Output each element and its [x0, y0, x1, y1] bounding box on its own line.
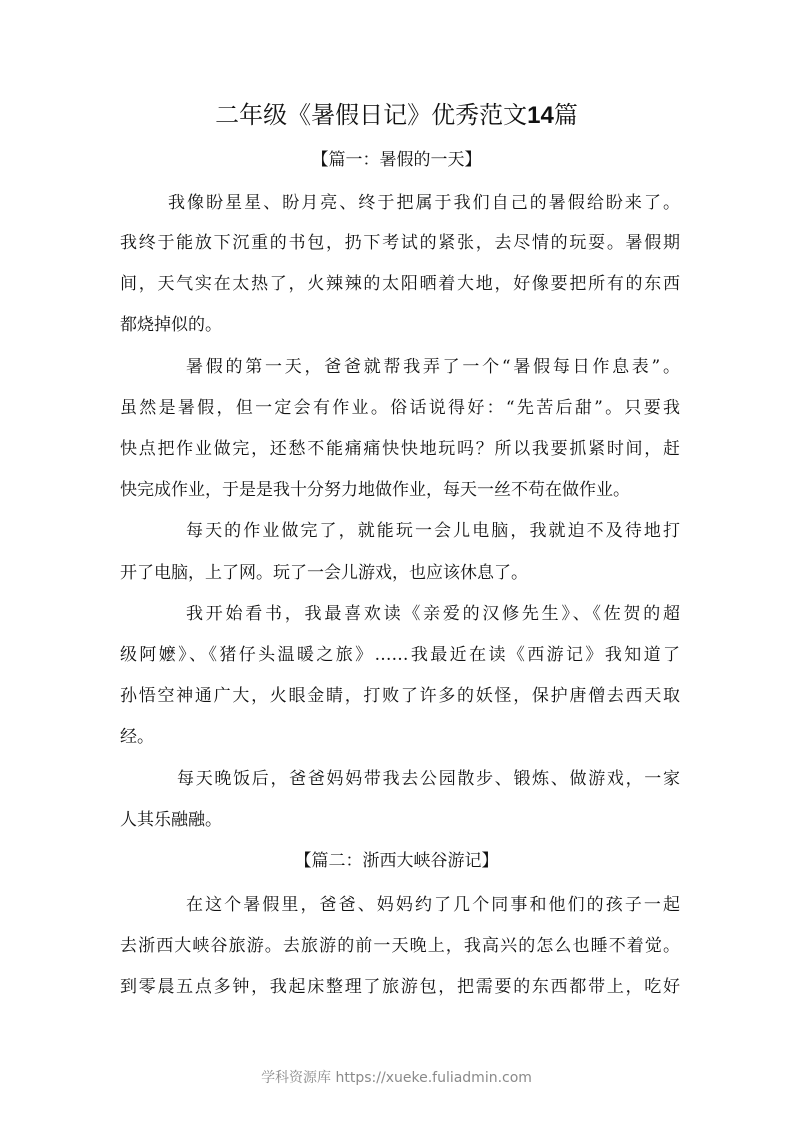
paragraph-line: 虽然是暑假，但一定会有作业。俗话说得好：“先苦后甜”。只要我	[120, 398, 680, 418]
paragraph-line: 孙悟空神通广大，火眼金睛，打败了许多的妖怪，保护唐僧去西天取	[120, 686, 680, 706]
paragraph-line: 快点把作业做完，还愁不能痛痛快快地玩吗？所以我要抓紧时间，赶	[120, 439, 680, 459]
paragraph-line: 人其乐融融。	[120, 810, 222, 830]
paragraph-line: 去浙西大峡谷旅游。去旅游的前一天晚上，我高兴的怎么也睡不着觉。	[120, 936, 680, 956]
paragraph-line: 每天晚饭后，爸爸妈妈带我去公园散步、锻炼、做游戏，一家	[177, 769, 680, 789]
paragraph-line: 在这个暑假里，爸爸、妈妈约了几个同事和他们的孩子一起	[186, 895, 680, 915]
paragraph-line: 我终于能放下沉重的书包，扔下考试的紧张，去尽情的玩耍。暑假期	[120, 233, 680, 253]
section-heading-1: 【篇一：暑假的一天】	[311, 150, 482, 170]
paragraph-line: 开了电脑，上了网。玩了一会儿游戏，也应该休息了。	[120, 563, 528, 583]
paragraph-line: 都烧掉似的。	[120, 315, 222, 335]
paragraph-line: 每天的作业做完了，就能玩一会儿电脑，我就迫不及待地打	[186, 521, 680, 541]
paragraph-line: 我像盼星星、盼月亮、终于把属于我们自己的暑假给盼来了。	[168, 193, 680, 213]
document-title	[0, 98, 793, 133]
paragraph-line: 到零晨五点多钟，我起床整理了旅游包，把需要的东西都带上，吃好	[120, 977, 680, 997]
title-suffix: 篇	[553, 101, 578, 129]
paragraph-line: 间，天气实在太热了，火辣辣的太阳晒着大地，好像要把所有的东西	[120, 274, 680, 294]
title-number: 14	[527, 102, 554, 129]
paragraph-line: 级阿嬷》、《猪仔头温暖之旅》……我最近在读《西游记》我知道了	[120, 645, 680, 665]
section-heading-2: 【篇二：浙西大峡谷游记】	[294, 851, 499, 871]
footer-source: 学科资源库 https://xueke.fuliadmin.com	[261, 1070, 532, 1086]
paragraph-line: 快完成作业，于是是我十分努力地做作业，每天一丝不苟在做作业。	[120, 480, 630, 500]
paragraph-line: 暑假的第一天，爸爸就帮我弄了一个“暑假每日作息表”。	[186, 357, 680, 377]
title-text: 二年级《暑假日记》优秀范文	[215, 101, 528, 129]
paragraph-line: 我开始看书，我最喜欢读《亲爱的汉修先生》、《佐贺的超	[186, 604, 680, 624]
paragraph-line: 经。	[120, 727, 154, 747]
